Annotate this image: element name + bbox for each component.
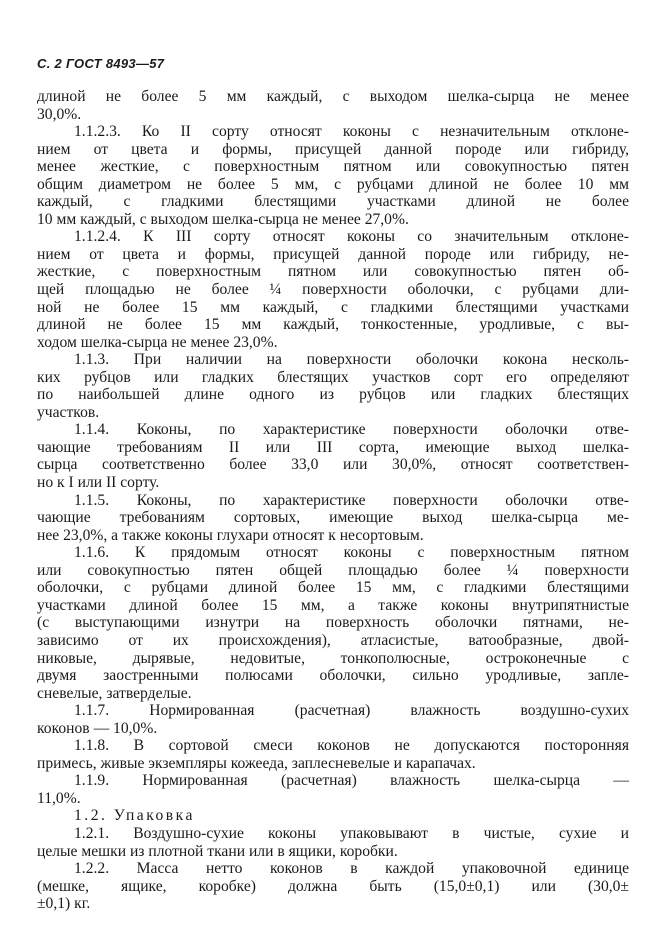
text-line: длиной не более 5 мм каждый, с выходом шелка-сырца не менее — [37, 88, 629, 105]
text-line: чающие требованиям сортовых, имеющие выход шелка-сырца ме- — [37, 509, 629, 527]
text-line: ной не более 15 мм каждый, с гладкими блестящими участками — [37, 298, 629, 316]
text-line: 1.1.8. В сортовой смеси коконов не допускаются посторонняя — [74, 737, 629, 755]
text-line: 1.1.7. Нормированная (расчетная) влажность воздушно-сухих — [74, 702, 629, 720]
text-line: 1.1.9. Нормированная (расчетная) влажность шелка-сырца — — [74, 772, 629, 790]
text-line: коконов — 10,0%. — [37, 719, 158, 737]
text-line: примесь, живые экземпляры кожееда, заплесневелые и карапачах. — [37, 754, 476, 772]
text-line: 1.2. Упаковка — [74, 807, 195, 825]
text-line: общим диаметром не более 5 мм, с рубцами длиной не более 10 мм — [37, 175, 629, 193]
text-line: по наибольшей длине одного из рубцов или гладких блестящих — [37, 386, 629, 404]
text-line: менее жесткие, с поверхностным пятном или совокупностью пятен — [37, 158, 629, 176]
text-line: (мешке, ящике, коробке) должна быть (15,0±0,1) или (30,0± — [37, 877, 629, 895]
text-line: каждый, с гладкими блестящими участками длиной не более — [37, 193, 629, 211]
text-line: двумя заостренными полюсами оболочки, сильно уродливые, запле- — [37, 667, 629, 685]
text-line: но к I или II сорту. — [37, 474, 160, 492]
text-line: целые мешки из плотной ткани или в ящики, коробки. — [37, 842, 398, 860]
text-line: 1.1.6. К прядомым относят коконы с поверхностным пятном — [74, 544, 629, 562]
text-line: 1.1.4. Коконы, по характеристике поверхности оболочки отве- — [74, 421, 629, 439]
text-line: 1.1.5. Коконы, по характеристике поверхности оболочки отве- — [74, 491, 629, 509]
text-line: нее 23,0%, а также коконы глухари относят к несортовым. — [37, 526, 424, 544]
text-line: жесткие, с поверхностным пятном или совокупностью пятен об- — [37, 263, 629, 281]
text-line: нием от цвета и формы, присущей данной породе или гибриду, не- — [37, 245, 629, 263]
text-line: 1.1.2.4. К III сорту относят коконы со значительным отклоне- — [74, 228, 629, 246]
text-line: участками длиной более 15 мм, а также коконы внутрипятнистые — [37, 596, 629, 614]
text-line: никовые, дырявые, недовитые, тонкополюсные, остроконечные с — [37, 649, 629, 667]
text-line: 1.1.3. При наличии на поверхности оболочки кокона несколь- — [74, 351, 629, 369]
text-line: или совокупностью пятен общей площадью более ¼ поверхности — [37, 561, 629, 579]
text-line: ходом шелка-сырца не менее 23,0%. — [37, 333, 278, 351]
text-line: зависимо от их происхождения), атласистые, ватообразные, двой- — [37, 631, 629, 649]
text-line: ких рубцов или гладких блестящих участков сорт его определяют — [37, 368, 629, 386]
text-line: чающие требованиям II или III сорта, имеющие выход шелка- — [37, 438, 629, 456]
text-line: 11,0%. — [37, 789, 81, 807]
text-line: сневелые, затверделые. — [37, 684, 192, 702]
text-line: длиной не более 15 мм каждый, тонкостенные, уродливые, с вы- — [37, 316, 629, 334]
text-line: ±0,1) кг. — [37, 895, 91, 913]
text-line: сырца соответственно более 33,0 или 30,0%, относят соответствен- — [37, 456, 629, 474]
text-line: 1.2.1. Воздушно-сухие коконы упаковывают в чистые, сухие и — [74, 824, 629, 842]
text-line: 1.1.2.3. Ко II сорту относят коконы с незначительным отклоне- — [74, 123, 629, 141]
text-line: щей площадью не более ¼ поверхности оболочки, с рубцами дли- — [37, 281, 629, 299]
text-line: (с выступающими изнутри на поверхность оболочки пятнами, не- — [37, 614, 629, 632]
text-line: 10 мм каждый, с выходом шелка-сырца не менее 27,0%. — [37, 210, 409, 228]
page-header: С. 2 ГОСТ 8493—57 — [37, 56, 165, 71]
text-line: 1.2.2. Масса нетто коконов в каждой упаковочной единице — [74, 860, 629, 878]
text-line: нием от цвета и формы, присущей данной породе или гибриду, — [37, 140, 629, 158]
text-line: участков. — [37, 403, 100, 421]
document-body — [37, 88, 629, 913]
text-line: 30,0%. — [37, 105, 82, 123]
text-line: оболочки, с рубцами длиной более 15 мм, с гладкими блестящими — [37, 579, 629, 597]
